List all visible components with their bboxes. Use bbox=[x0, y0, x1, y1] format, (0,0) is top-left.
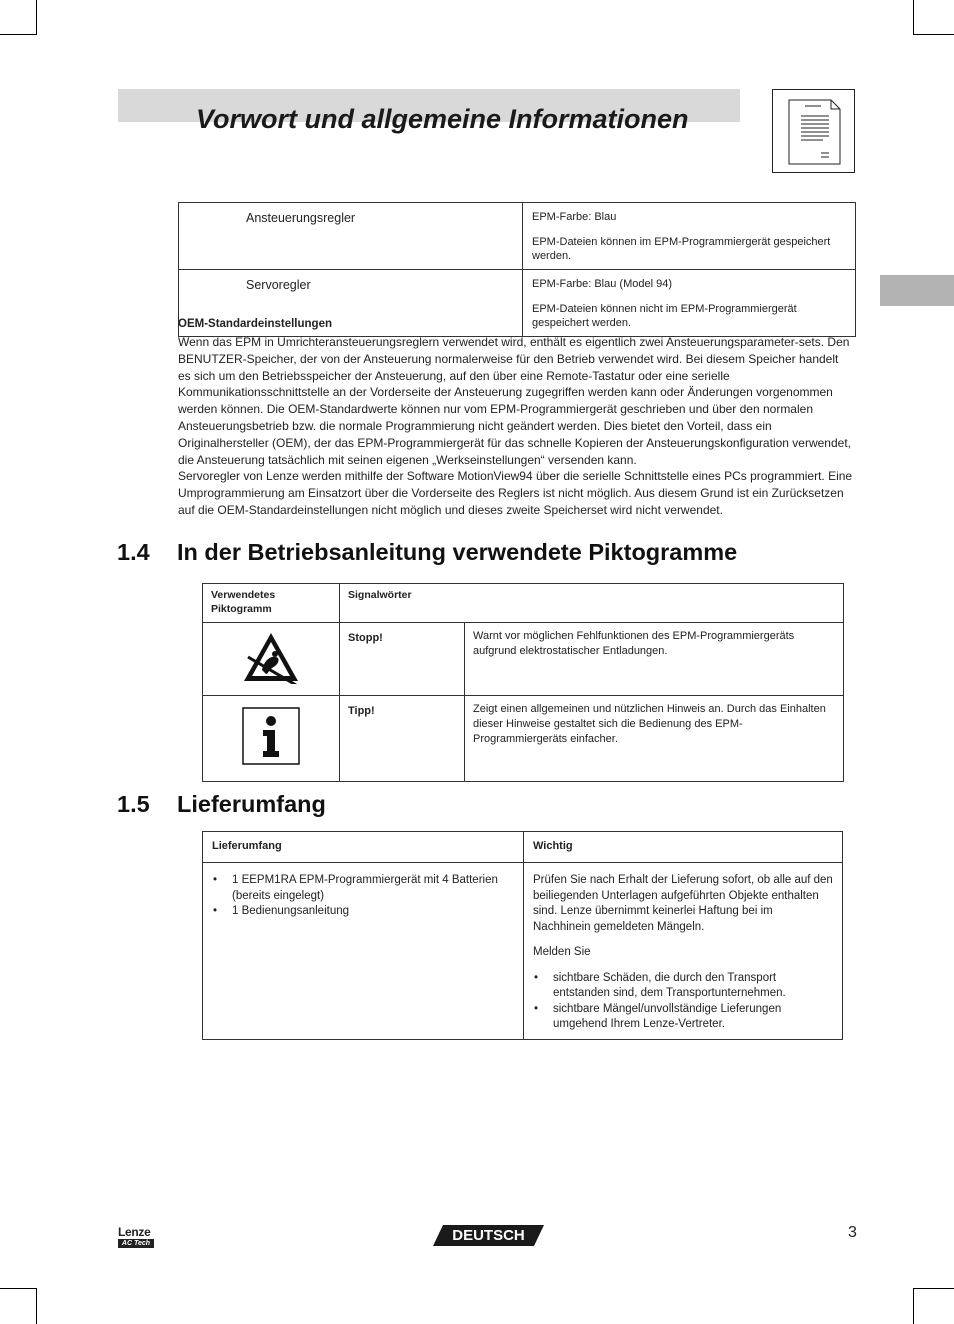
column-header: Lieferumfang bbox=[203, 832, 524, 863]
info-icon bbox=[242, 756, 300, 768]
report-label: Melden Sie bbox=[533, 946, 591, 958]
column-header: Wichtig bbox=[524, 832, 843, 863]
table-row bbox=[203, 696, 844, 782]
controller-label: Servoregler bbox=[179, 270, 523, 337]
section-heading bbox=[117, 539, 737, 566]
epm-storage: EPM-Dateien können nicht im EPM-Programmiergerät gespeichert werden. bbox=[532, 303, 797, 329]
language-label: DEUTSCH bbox=[452, 1227, 525, 1244]
list-item: • 1 Bedienungsanleitung bbox=[213, 905, 350, 917]
delivery-items bbox=[203, 863, 524, 1040]
list-item: • sichtbare Mängel/unvollständige Lieferungen umgehend Ihrem Lenze-Vertreter. bbox=[534, 1002, 782, 1030]
side-tab bbox=[880, 275, 954, 306]
page-number: 3 bbox=[848, 1224, 857, 1241]
oem-body bbox=[178, 334, 854, 519]
controller-label: Ansteuerungsregler bbox=[179, 203, 523, 270]
controller-table bbox=[178, 202, 856, 337]
table-header-row bbox=[203, 832, 843, 863]
page-title: Vorwort und allgemeine Informationen bbox=[196, 104, 689, 134]
crop-mark bbox=[0, 1288, 36, 1289]
section-title: Lieferumfang bbox=[177, 791, 326, 817]
delivery-table bbox=[202, 831, 843, 1040]
controller-info bbox=[523, 270, 856, 337]
lenze-logo bbox=[118, 1226, 154, 1248]
epm-color: EPM-Farbe: Blau (Model 94) bbox=[532, 278, 672, 290]
esd-warning-icon bbox=[242, 675, 300, 687]
epm-storage: EPM-Dateien können im EPM-Programmiergerät gespeichert werden. bbox=[532, 236, 831, 262]
signal-word: Stopp! bbox=[340, 623, 465, 696]
pictogram-table bbox=[202, 583, 844, 782]
signal-description: Zeigt einen allgemeinen und nützlichen Hinweis an. Durch das Einhalten dieser Hinweise gestaltet sich die Bedienung des EPM-Programmiergeräts einfacher. bbox=[465, 696, 844, 782]
section-number: 1.5 bbox=[117, 791, 150, 817]
important-text: Prüfen Sie nach Erhalt der Lieferung sofort, ob alle auf den beiliegenden Unterlagen aufgeführten Objekte enthalten sind. Lenze übernimmt keinerlei Haftung bei im Nachhinein gemeldeten Mängeln. bbox=[533, 874, 833, 933]
column-header: Signalwörter bbox=[340, 584, 844, 623]
list-item: • sichtbare Schäden, die durch den Transport entstanden sind, dem Transportunternehmen. bbox=[534, 971, 786, 999]
crop-mark bbox=[913, 34, 954, 35]
column-header: Verwendetes Piktogramm bbox=[203, 584, 340, 623]
table-row bbox=[203, 623, 844, 696]
crop-mark bbox=[913, 1288, 954, 1289]
table-row bbox=[203, 863, 843, 1040]
important-notes bbox=[524, 863, 843, 1040]
logo-subtext: AC Tech bbox=[118, 1239, 154, 1248]
table-header-row bbox=[203, 584, 844, 623]
epm-color: EPM-Farbe: Blau bbox=[532, 211, 617, 223]
oem-paragraph: Wenn das EPM in Umrichteransteuerungsreglern verwendet wird, enthält es eigentlich zwei Ansteuerungsparameter-sets. Den BENUTZER-Speicher, der von der Ansteuerung normalerweise für den Betrieb verwendet wird. Bei diesem Speicher handelt es sich um den Betriebsspeicher der Ansteuerung, auf den über eine Remote-Tastatur oder eine serielle Kommunikationsschnittstelle an der Vorderseite der Ansteuerung zugegriffen werden kann oder Änderungen vorgenommen werden können. Die OEM-Standardwerte können nur vom EPM-Programmiergerät geschrieben und über den normalen Ansteuerungsbetrieb bzw. die normale Programmierung nicht geändert werden. Dies bietet den Vorteil, dass ein Originalhersteller (OEM), der das EPM-Programmiergerät für das schnelle Kopieren der Ansteuerungskonfiguration verwendet, die Ansteuerung tatsächlich mit seinen eigenen „Werkseinstellungen“ versenden kann. bbox=[178, 335, 851, 467]
document-icon bbox=[772, 89, 855, 173]
oem-heading: OEM-Standardeinstellungen bbox=[178, 318, 332, 330]
crop-mark bbox=[36, 1288, 37, 1324]
crop-mark bbox=[36, 0, 37, 35]
crop-mark bbox=[0, 34, 36, 35]
pictogram-cell bbox=[203, 623, 340, 696]
signal-word: Tipp! bbox=[340, 696, 465, 782]
controller-info bbox=[523, 203, 856, 270]
pictogram-cell bbox=[203, 696, 340, 782]
list-item: • 1 EEPM1RA EPM-Programmiergerät mit 4 Batterien (bereits eingelegt) bbox=[213, 874, 498, 902]
section-title: In der Betriebsanleitung verwendete Piktogramme bbox=[177, 539, 738, 565]
section-heading bbox=[117, 791, 326, 818]
signal-description: Warnt vor möglichen Fehlfunktionen des EPM-Programmiergeräts aufgrund elektrostatischer Entladungen. bbox=[465, 623, 844, 696]
crop-mark bbox=[913, 0, 914, 35]
oem-paragraph: Servoregler von Lenze werden mithilfe der Software MotionView94 über die serielle Schnittstelle eines PCs programmiert. Eine Umprogrammierung am Einsatzort über die Vorderseite des Reglers ist nicht möglich. Aus diesem Grund ist ein Zurücksetzen auf die OEM-Standardeinstellungen nicht möglich und dieses zweite Speicherset wird nicht verwendet. bbox=[178, 469, 853, 517]
table-row bbox=[179, 203, 856, 270]
logo-text: Lenze bbox=[118, 1225, 151, 1239]
crop-mark bbox=[913, 1288, 914, 1324]
section-number: 1.4 bbox=[117, 539, 150, 565]
